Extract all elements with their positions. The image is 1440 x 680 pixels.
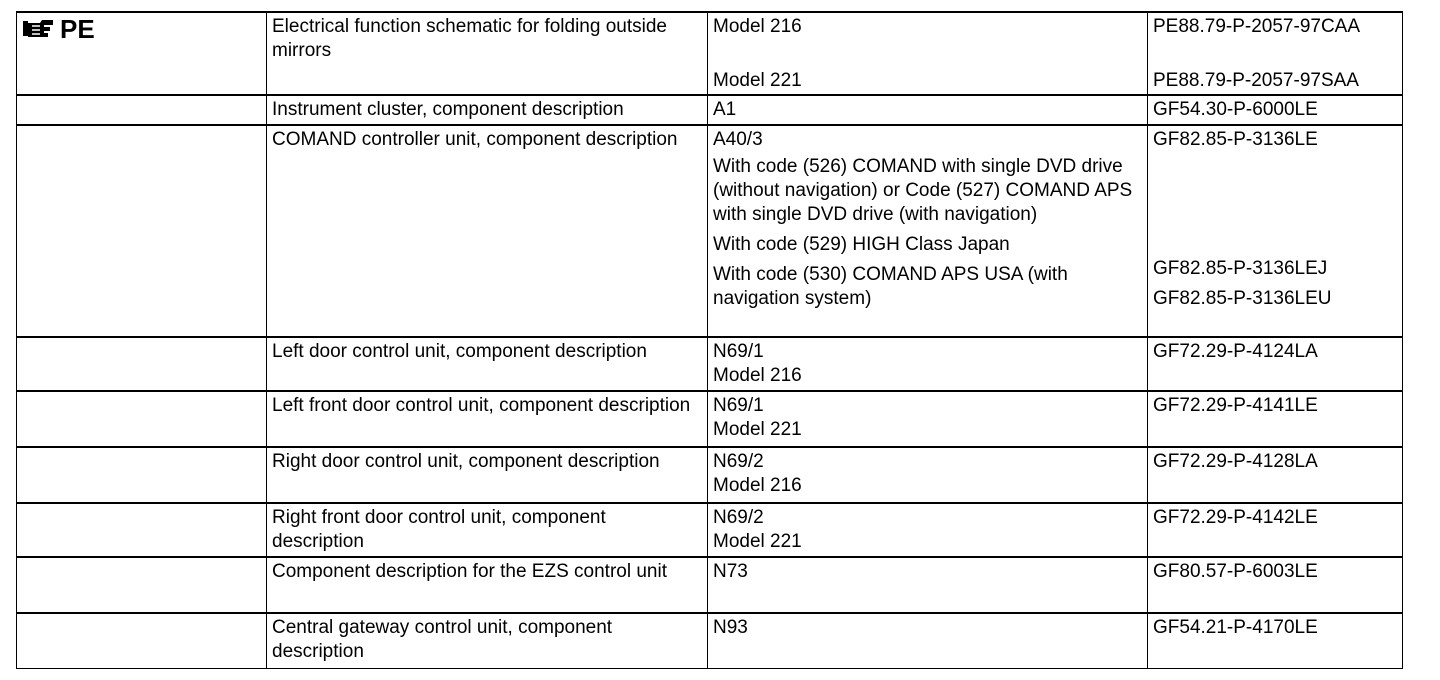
ref-cell — [1148, 12, 1403, 95]
detail-cell — [708, 95, 1148, 125]
table-row — [17, 95, 1403, 125]
detail-text: Model 216 — [713, 365, 802, 386]
ref-link[interactable]: GF54.30-P-6000LE — [1153, 99, 1318, 120]
detail-text: With code (526) COMAND with single DVD drive (without navigation) or Code (527) COMAND APS with single DVD drive (with navigation) — [713, 156, 1133, 225]
detail-text: A1 — [713, 99, 737, 120]
ref-link[interactable]: PE88.79-P-2057-97SAA — [1153, 70, 1359, 91]
table-row — [17, 613, 1403, 668]
detail-text: Model 221 — [713, 531, 802, 552]
title-cell — [267, 125, 708, 337]
ref-cell — [1148, 557, 1403, 613]
ref-link[interactable]: GF54.21-P-4170LE — [1153, 617, 1318, 638]
detail-text: Model 221 — [713, 419, 802, 440]
detail-cell — [708, 613, 1148, 668]
row-title: Electrical function schematic for folding outside mirrors — [272, 16, 667, 61]
title-cell — [267, 337, 708, 391]
detail-text: A40/3 — [713, 129, 763, 150]
detail-text: With code (530) COMAND APS USA (with navigation system) — [713, 264, 1068, 309]
detail-cell — [708, 447, 1148, 503]
table-row — [17, 391, 1403, 447]
title-cell — [267, 12, 708, 95]
ref-cell — [1148, 391, 1403, 447]
table-row — [17, 503, 1403, 557]
detail-text: Model 216 — [713, 475, 802, 496]
ref-link[interactable]: GF82.85-P-3136LEU — [1153, 288, 1332, 309]
detail-text: N73 — [713, 561, 748, 582]
row-title: Left door control unit, component description — [272, 341, 647, 362]
row-title: Component description for the EZS control unit — [272, 561, 667, 582]
table-row — [17, 12, 1403, 95]
title-cell — [267, 557, 708, 613]
table-row — [17, 125, 1403, 337]
detail-text: N69/2 — [713, 507, 764, 528]
detail-cell — [708, 12, 1148, 95]
detail-text: N69/1 — [713, 395, 764, 416]
detail-text: N93 — [713, 617, 748, 638]
ref-link[interactable]: GF72.29-P-4141LE — [1153, 395, 1318, 416]
row-title: Right front door control unit, component description — [272, 507, 606, 552]
detail-cell — [708, 557, 1148, 613]
ref-link[interactable]: GF82.85-P-3136LE — [1153, 129, 1318, 150]
title-cell — [267, 447, 708, 503]
title-cell — [267, 95, 708, 125]
table-row — [17, 557, 1403, 613]
pe-label: PE — [60, 14, 95, 44]
ref-link[interactable]: GF72.29-P-4142LE — [1153, 507, 1318, 528]
detail-text: N69/2 — [713, 451, 764, 472]
reference-table — [16, 11, 1403, 669]
title-cell — [267, 391, 708, 447]
ref-cell — [1148, 503, 1403, 557]
detail-cell — [708, 337, 1148, 391]
row-title: COMAND controller unit, component description — [272, 129, 678, 150]
pointing-hand-icon — [22, 18, 56, 40]
table-row — [17, 337, 1403, 391]
title-cell — [267, 613, 708, 668]
row-title: Central gateway control unit, component description — [272, 617, 613, 662]
ref-cell — [1148, 95, 1403, 125]
detail-cell — [708, 391, 1148, 447]
ref-link[interactable]: PE88.79-P-2057-97CAA — [1153, 16, 1361, 37]
ref-link[interactable]: GF82.85-P-3136LEJ — [1153, 258, 1328, 279]
detail-text: N69/1 — [713, 341, 764, 362]
row-title: Left front door control unit, component description — [272, 395, 691, 416]
detail-text: Model 221 — [713, 70, 802, 91]
ref-link[interactable]: GF72.29-P-4128LA — [1153, 451, 1318, 472]
detail-text: With code (529) HIGH Class Japan — [713, 234, 1010, 255]
ref-cell — [1148, 447, 1403, 503]
detail-cell — [708, 125, 1148, 337]
ref-cell — [1148, 337, 1403, 391]
table-row — [17, 447, 1403, 503]
ref-link[interactable]: GF80.57-P-6003LE — [1153, 561, 1318, 582]
title-cell — [267, 503, 708, 557]
ref-cell — [1148, 613, 1403, 668]
pe-mark — [22, 15, 95, 42]
detail-cell — [708, 503, 1148, 557]
row-title: Instrument cluster, component description — [272, 99, 624, 120]
ref-cell — [1148, 125, 1403, 337]
detail-text: Model 216 — [713, 16, 802, 37]
ref-link[interactable]: GF72.29-P-4124LA — [1153, 341, 1318, 362]
row-title: Right door control unit, component description — [272, 451, 660, 472]
pe-cell — [17, 12, 267, 95]
